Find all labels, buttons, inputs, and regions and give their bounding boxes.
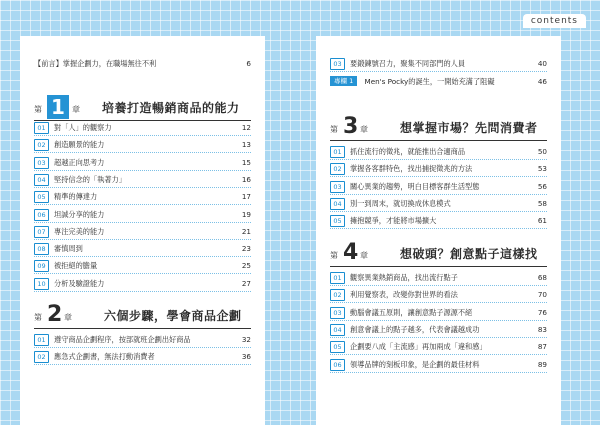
toc-item-number: 09 [34,260,49,272]
toc-item-title: 動腦會議五原則，讓創意點子源源不絕 [350,307,473,317]
toc-item-title: 專注完美的能力 [54,226,105,236]
toc-row[interactable] [330,339,547,355]
toc-item-title: 別一到周末，就切換成休息模式 [350,198,451,208]
toc-item-title: 要鍛鍊號召力，聚集不同部門的人員 [350,59,466,68]
toc-item-number: 04 [330,324,345,336]
toc-item-number: 03 [34,157,49,169]
toc-item-page: 58 [537,198,547,208]
toc-item-page: 27 [241,278,251,288]
toc-item-page: 76 [537,307,547,317]
chapter-1-prefix: 第 [34,105,42,114]
toc-row[interactable] [34,155,251,171]
toc-row[interactable] [34,241,251,257]
toc-item-number: 01 [330,272,345,284]
chapter-4-title: 想破頭？創意點子這樣找 [400,247,538,261]
toc-item-number: 01 [34,334,49,346]
toc-item-title: 坦誠分享的能力 [54,209,105,219]
toc-item-number: 02 [34,351,49,363]
toc-item-number: 05 [330,341,345,353]
contents-tab: contents [523,14,586,28]
chapter-2-number: 2 [47,302,63,327]
toc-row[interactable] [34,207,251,223]
toc-item-number: 04 [330,198,345,210]
toc-row[interactable] [34,189,251,205]
toc-item-number: 07 [34,226,49,238]
toc-item-title: 超越正向思考力 [54,157,105,167]
toc-item-title: 分析及驗證能力 [54,278,105,288]
toc-item-number: 02 [34,139,49,151]
toc-row[interactable] [330,56,547,72]
toc-item-number: 02 [330,289,345,301]
toc-item-page: 36 [241,352,251,362]
chapter-1-number-box [47,95,69,119]
chapter-2-prefix: 第 [34,313,42,322]
toc-row[interactable] [330,287,547,303]
toc-item-page: 15 [241,157,251,167]
chapter-4-heading [330,238,547,267]
chapter-3-number: 3 [343,114,359,139]
preface-page: 6 [246,59,251,68]
toc-item-title: 應急式企劃書，無法打動消費者 [54,352,155,362]
toc-item-number: 02 [330,163,345,175]
toc-item-title: 審慎周到 [54,244,83,254]
toc-item-title: 利用覺察表，改變你對世界的看法 [350,290,458,300]
toc-item-page: 40 [537,59,547,68]
toc-row[interactable] [330,305,547,321]
toc-row[interactable] [34,224,251,240]
toc-row[interactable] [34,276,251,292]
toc-item-number: 05 [330,215,345,227]
toc-row[interactable] [330,270,547,286]
toc-item-page: 25 [241,261,251,271]
toc-row[interactable] [34,137,251,153]
toc-item-title: 領導品牌的刻板印象，是企劃的最佳材料 [350,359,480,369]
toc-item-page: 70 [537,290,547,300]
toc-row[interactable] [330,196,547,212]
chapter-2-heading [34,300,251,329]
toc-item-title: 創意會議上的點子越多，代表會議越成功 [350,324,480,334]
chapter-3-suffix: 章 [360,125,368,134]
chapter-2-title: 六個步驟，學會商品企劃 [104,309,242,323]
toc-item-page: 53 [537,164,547,174]
chapter-3-heading [330,112,547,141]
left-page [20,36,265,425]
chapter-4-suffix: 章 [360,251,368,260]
toc-item-page: 23 [241,244,251,254]
toc-row[interactable] [34,258,251,274]
chapter-2-suffix: 章 [64,313,72,322]
toc-item-number: 06 [330,359,345,371]
preface-label: 【前言】掌握企劃力，在職場無往不利 [34,59,157,68]
toc-row[interactable] [330,322,547,338]
special-column-page: 46 [537,77,547,86]
chapter-3-title: 想掌握市場？先問消費者 [400,121,538,135]
toc-row[interactable] [34,349,251,365]
toc-item-number: 04 [34,174,49,186]
toc-item-title: 擁抱競爭，才能將市場擴大 [350,216,437,226]
preface-row[interactable] [34,56,251,71]
toc-item-title: 遵守商品企劃程序，按部就班企劃出好商品 [54,335,191,344]
toc-item-title: 對「人」的觀察力 [54,123,112,132]
toc-row[interactable] [34,332,251,348]
toc-item-number: 10 [34,278,49,290]
toc-item-page: 83 [537,324,547,334]
toc-item-number: 03 [330,58,345,70]
toc-item-number: 03 [330,181,345,193]
chapter-1-title: 培養打造暢銷商品的能力 [102,101,240,115]
toc-item-title: 抓住流行的徵兆，就能推出合適商品 [350,147,466,156]
toc-item-page: 16 [241,174,251,184]
toc-item-page: 12 [241,123,251,132]
toc-item-page: 17 [241,192,251,202]
toc-item-page: 61 [537,216,547,226]
toc-item-title: 觀察異業熱銷商品，找出流行點子 [350,273,458,282]
toc-item-page: 56 [537,181,547,191]
chapter-3-prefix: 第 [330,125,338,134]
toc-item-title: 創造願景的能力 [54,140,105,150]
toc-item-page: 68 [537,273,547,282]
toc-item-page: 19 [241,209,251,219]
toc-item-number: 03 [330,307,345,319]
right-page [316,36,561,425]
special-column-badge: 專欄 1 [330,76,357,86]
toc-item-page: 13 [241,140,251,150]
chapter-1-suffix: 章 [72,105,80,114]
toc-item-title: 精準的傳達力 [54,192,98,202]
toc-item-page: 32 [241,335,251,344]
special-column-title: Men's Pocky的誕生，一開始充滿了阻礙 [364,77,495,86]
chapter-1-number: 1 [51,95,65,119]
toc-row[interactable] [330,357,547,373]
toc-row[interactable] [330,213,547,229]
toc-item-title: 堅持信念的「執著力」 [54,174,126,184]
toc-row[interactable] [330,179,547,195]
toc-item-page: 89 [537,359,547,369]
toc-item-number: 05 [34,191,49,203]
toc-item-number: 01 [330,146,345,158]
toc-item-number: 01 [34,122,49,134]
toc-item-page: 50 [537,147,547,156]
toc-item-page: 21 [241,226,251,236]
toc-item-title: 掌握各客群特色，找出捕捉徵兆的方法 [350,164,473,174]
toc-row[interactable] [34,172,251,188]
toc-item-page: 87 [537,342,547,352]
chapter-4-number: 4 [343,240,359,265]
toc-item-title: 被拒絕的膽量 [54,261,98,271]
toc-row[interactable] [34,120,251,136]
toc-item-title: 企劃要八成「主流感」再加兩成「違和感」 [350,342,487,352]
toc-item-number: 08 [34,243,49,255]
toc-row[interactable] [330,161,547,177]
chapter-4-prefix: 第 [330,251,338,260]
chapter-1-heading [34,92,251,121]
toc-item-title: 關心異業的趨勢，明白目標客群生活型態 [350,181,480,191]
toc-item-number: 06 [34,209,49,221]
toc-row[interactable] [330,144,547,160]
special-column-row[interactable] [330,74,547,89]
